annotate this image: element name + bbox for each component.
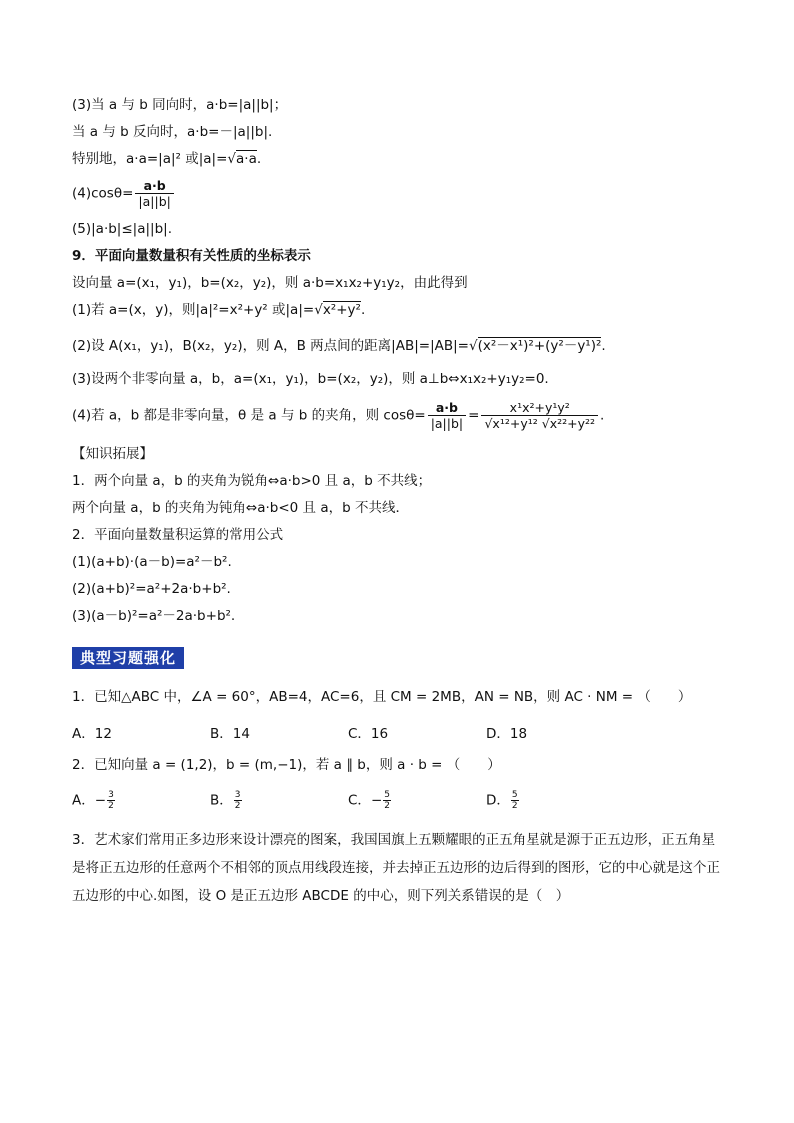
formula-2: (2)(a+b)²=a²+2a·b+b². [72,581,231,597]
option-label: D． [486,792,510,809]
sqrt-sign: √ [484,416,493,431]
fraction-denominator: |a||b| [430,416,464,431]
option-sign: − [94,792,107,809]
question-1-option-d[interactable]: D．18 [486,726,528,742]
question-2-option-a[interactable] [72,790,116,811]
extension-1a: 1．两个向量 a，b 的夹角为锐角⇔a·b>0 且 a，b 不共线； [72,473,432,489]
item9-heading: 9．平面向量数量积有关性质的坐标表示 [72,248,311,264]
sqrt-sign: √ [227,151,237,167]
item9-line1-prefix: (1)若 a=(x，y)，则|a|²=x²+y² 或|a|= [72,302,315,318]
fraction-numerator: 5 [511,790,518,800]
property-3c-suffix: . [256,151,262,167]
option-sign: − [370,792,383,809]
denominator-root-a: x¹²+y¹² [492,416,538,431]
option-fraction [234,790,242,811]
question-2-option-c[interactable] [348,790,392,811]
fraction-numerator: 3 [108,790,114,800]
item9-line1 [72,301,365,319]
question-1-stem: 1．已知△ABC 中，∠A = 60°，AB=4，AC=6，且 CM = 2MB，AN = NB，则 AC · NM = （ ） [72,689,692,705]
item9-line2 [72,337,606,355]
section-title-banner: 典型习题强化 [72,647,184,669]
item9-line4: (4)若 a，b 都是非零向量，θ 是 a 与 b 的夹角，则 cosθ= $\frac{a\cdot b}{|a||b|}$ = $\frac{\text{x¹x²+y¹y²}}{\text{√x¹²+y¹² √x²²+y²²}}$ . [72,400,605,431]
item9-line2-suffix: . [601,338,606,354]
fraction-denominator: |a||b| [138,194,171,209]
fraction-numerator: 3 [234,790,241,800]
fraction-numerator: a·b [135,178,173,194]
property-3b: 当 a 与 b 反向时，a·b=－|a||b|. [72,124,273,140]
extension-1b: 两个向量 a，b 的夹角为钝角⇔a·b<0 且 a，b 不共线． [72,500,409,516]
question-3-text: 3．艺术家们常用正多边形来设计漂亮的图案，我国国旗上五颗耀眼的正五角星就是源于正五边形，正五角星是将正五边形的任意两个不相邻的顶点用线段连接，并去掉正五边形的边后得到的图形，它的中心就是这个正五边形的中心.如图，设 O 是正五边形 ABCDE 的中心，则下列关系错误的是（ ） [72,832,720,904]
item9-line2-prefix: (2)设 A(x₁，y₁)，B(x₂，y₂)，则 A，B 两点间的距离|AB|=|AB|= [72,338,469,354]
extension-heading: 【知识拓展】 [72,446,153,462]
option-fraction [511,790,519,811]
fraction-denominator [481,416,598,431]
item9-line1-suffix: . [360,302,366,318]
fraction-denominator: 2 [384,801,390,811]
fraction-numerator: a·b [428,400,466,416]
sqrt-sign: √ [314,302,323,318]
item9-line2-root: (x²－x¹)²+(y²－y¹)² [477,338,602,354]
sqrt-sign: √ [541,416,550,431]
property-5: (5)|a·b|≤|a||b|. [72,221,172,237]
property-3c [72,150,261,168]
fraction-denominator: 2 [108,801,114,811]
fraction-numerator: 5 [384,790,390,800]
option-label: C． [348,792,371,809]
property-3c-prefix: 特别地，a·a=|a|² 或|a|= [72,151,228,167]
option-label: B． [210,792,233,809]
formula-3: (3)(a－b)²=a²－2a·b+b². [72,608,236,624]
option-label: A． [72,792,95,809]
extension-2: 2．平面向量数量积运算的常用公式 [72,527,284,543]
denominator-root-b: x²²+y²² [549,416,595,431]
item9-line4-suffix: . [600,407,605,424]
fraction-denominator: 2 [234,801,241,811]
item9-line1-root: x²+y² [322,302,361,318]
sqrt-sign: √ [468,338,478,354]
option-fraction [107,790,115,811]
item9-line3: (3)设两个非零向量 a，b，a=(x₁，y₁)，b=(x₂，y₂)，则 a⊥b⇔x₁x₂+y₁y₂=0. [72,371,549,387]
item9-intro: 设向量 a=(x₁，y₁)，b=(x₂，y₂)，则 a·b=x₁x₂+y₁y₂，由此得到 [72,275,468,291]
property-4-fraction [135,178,173,209]
item9-line4-fraction1 [428,400,466,431]
question-2-option-d[interactable] [486,790,520,811]
fraction-numerator: x¹x²+y¹y² [481,400,598,416]
question-2-stem: 2．已知向量 a = (1,2)，b = (m,−1)，若 a ∥ b，则 a · b = （ ） [72,757,501,773]
fraction-denominator: 2 [511,801,518,811]
formula-1: (1)(a+b)·(a－b)=a²－b². [72,554,232,570]
item9-line4-prefix: (4)若 a，b 都是非零向量，θ 是 a 与 b 的夹角，则 cosθ= [72,407,426,424]
option-fraction [383,790,391,811]
question-1-option-b[interactable]: B．14 [210,726,250,742]
question-2-option-b[interactable] [210,790,243,811]
question-1-option-c[interactable]: C．16 [348,726,389,742]
question-1-option-a[interactable]: A．12 [72,726,112,742]
property-4-prefix: (4)cosθ= [72,185,134,202]
property-3c-root: a·a [236,151,257,167]
property-4 [72,178,176,209]
property-3a: (3)当 a 与 b 同向时，a·b=|a||b|； [72,97,288,113]
item9-line4-fraction2 [481,400,598,431]
